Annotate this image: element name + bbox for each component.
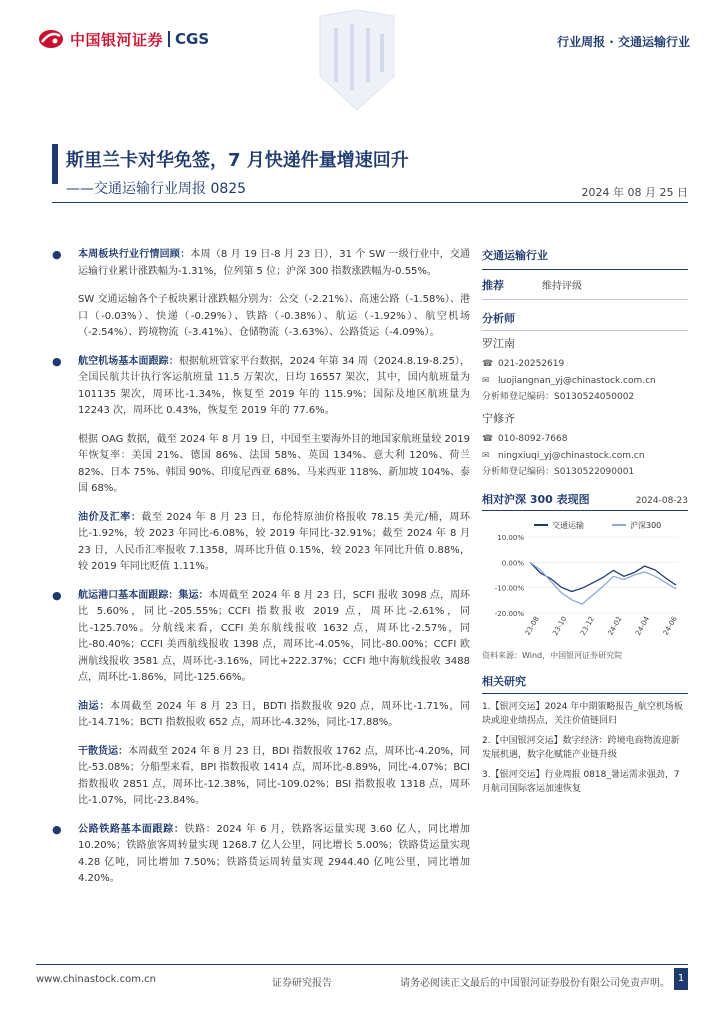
subsector-paragraph	[50, 292, 470, 342]
x-tick-label: 24-06	[661, 615, 679, 637]
report-body	[50, 247, 470, 900]
paragraph-text: 本周截至 2024 年 8 月 23 日，BDI 指数报收 1762 点，周环比-4.20%，同比-53.08%；分船型来看，BPI 指数报收 1414 点，周环比-8.89%，同比-4.07%；BCI 指数报收 2851 点，周环比-12.38%，同比-109.02%；BSI 指数报收 1318 点，周环比-1.07%，同比-23.84%。	[78, 745, 470, 806]
brand-logo	[38, 28, 209, 50]
shipping-paragraph	[50, 588, 470, 687]
analyst-card	[482, 335, 688, 406]
x-tick-label: 23-12	[578, 615, 597, 637]
phone-text: 021-20252619	[498, 358, 565, 369]
logo-cgs: CGS	[175, 30, 210, 48]
industry-label: 交通运输行业	[482, 247, 688, 270]
cgs-watermark-icon	[312, 6, 402, 116]
x-tick-label: 23-08	[523, 615, 541, 637]
tanker-paragraph	[50, 699, 470, 732]
rating-label: 推荐	[482, 278, 504, 292]
footer-url[interactable]: www.chinastock.com.cn	[36, 974, 156, 985]
paragraph-sublead: 集运：	[178, 589, 209, 601]
phone-icon: ☎	[482, 433, 494, 444]
logo-divider	[168, 31, 170, 47]
phone-icon: ☎	[482, 358, 494, 369]
analyst-reg: 分析师登记编码：S0130524050002	[482, 392, 635, 402]
bullet-icon: ●	[52, 354, 62, 368]
sidebar	[482, 247, 688, 796]
rating-value: 维持评级	[542, 281, 582, 292]
paragraph-text: 根据航班管家平台数据，2024 年第 34 周（2024.8.19-8.25），全国民航共计执行客运航班量 11.5 万架次，日均 16557 架次，其中，国内航班量为 101135 架次，周环比-1.34%，恢复至 2019 年的 115.9%；国际及地区航班量为 12243 次，周环比 0.43%，恢复至 2019 年的 77.6%。	[78, 355, 470, 416]
phone-text: 010-8092-7668	[498, 433, 568, 444]
analyst-email[interactable]	[482, 447, 688, 464]
bullet-icon: ●	[52, 822, 62, 836]
paragraph-lead: 航运港口基本面跟踪：	[78, 589, 179, 601]
email-text[interactable]: ningxiuqi_yj@chinastock.com.cn	[498, 450, 645, 461]
bullet-icon: ●	[52, 588, 62, 602]
rail-road-paragraph	[50, 822, 470, 888]
research-heading: 相关研究	[482, 673, 688, 694]
paragraph-text: 截至 2024 年 8 月 23 日，布伦特原油价格报收 78.15 美元/桶，周环比-1.92%，较 2023 年同比-6.08%，较 2019 年同比-32.91%；截至 2024 年 8 月 23 日，人民币汇率报收 7.1358，周环比升值 0.15%，较 2023 年同比升值 0.88%，较 2019 年同比贬值 1.11%。	[78, 511, 470, 572]
oil-fx-paragraph	[50, 510, 470, 576]
y-tick-label: 0.00%	[501, 559, 524, 568]
logo-text: 中国银河证券	[70, 30, 164, 49]
aviation-paragraph	[50, 354, 470, 420]
paragraph-lead: 本周板块行业行情回顾：	[78, 249, 191, 260]
x-tick-label: 24-04	[634, 615, 652, 637]
paragraph-text: 本周截至 2024 年 8 月 23 日，SCFI 报收 3098 点，周环比 5.60%，同比-205.55%；CCFI 指数报收 2019 点，周环比-2.61%，同比-125.70%。分航线来看，CCFI 美东航线报收 1632 点，周环比-2.57%，同比-80.40%；CCFI 美西航线报收 1398 点，周环比-4.05%，同比-80.00%；CCFI 欧洲航线报收 3581 点，周环比-3.16%，同比+222.37%；CCFI 地中海航线报收 3488 点，周环比-1.86%，同比-125.66%。	[78, 589, 471, 683]
doc-type-label: 行业周报 · 交通运输行业	[557, 35, 690, 49]
footer-divider	[36, 964, 688, 965]
paragraph-lead: 油运：	[78, 700, 111, 712]
oag-paragraph	[50, 432, 470, 498]
chart-header	[482, 491, 688, 511]
paragraph-text: 铁路：2024 年 6 月，铁路客运量实现 3.60 亿人，同比增加 10.20%；铁路旅客周转量实现 1268.7 亿人公里，同比增长 5.00%；铁路货运量实现 4.28 亿吨，同比增加 7.50%；铁路货运周转量实现 2944.40 亿吨公里，同比增加 4.20%。	[78, 823, 470, 884]
y-tick-label: -20.00%	[494, 610, 524, 618]
chart-date: 2024-08-23	[635, 496, 688, 506]
paragraph-text: SW 交通运输各个子板块累计涨跌幅分别为：公交（-2.21%）、高速公路（-1.58%）、港口（-0.03%）、快递（-0.29%）、铁路（-0.38%）、航运（-1.92%）、航空机场（-2.54%）、跨境物流（-3.41%）、仓储物流（-3.63%）、公路货运（-4.09%）。	[78, 294, 470, 338]
chart-title: 相对沪深 300 表现图	[482, 493, 590, 506]
mail-icon: ✉	[482, 450, 490, 461]
paragraph-text: 根据 OAG 数据，截至 2024 年 8 月 19 日，中国至主要海外目的地国家航班量较 2019 年恢复率：美国 21%、德国 86%、法国 58%、英国 134%、意大利 120%、荷兰 82%、日本 75%、韩国 90%、印度尼西亚 68%、马来西亚 118%、新加坡 104%、泰国 68%。	[78, 433, 470, 494]
drybulk-paragraph	[50, 744, 470, 810]
footer-disclaimer: 请务必阅读正文最后的中国银河证券股份有限公司免责声明。	[400, 978, 670, 989]
legend-label: 沪深300	[630, 521, 662, 530]
performance-chart	[482, 515, 688, 645]
paragraph-lead: 航空机场基本面跟踪：	[78, 355, 179, 367]
mail-icon: ✉	[482, 375, 490, 386]
chart-source: 资料来源：Wind，中国银河证券研究院	[482, 651, 623, 660]
analyst-name: 宁修齐	[482, 412, 515, 425]
research-item[interactable]: 3.【银河交运】行业周报 0818_暑运需求强劲，7 月航司国际客运加速恢复	[482, 770, 680, 794]
analyst-card	[482, 410, 688, 481]
report-title: 斯里兰卡对华免签，7 月快递件量增速回升	[66, 150, 409, 171]
rating-row	[482, 270, 688, 300]
galaxy-logo-icon	[38, 28, 64, 50]
legend-label: 交通运输	[552, 521, 584, 530]
report-subtitle: ——交通运输行业周报 0825	[66, 181, 247, 197]
analyst-email[interactable]	[482, 372, 688, 389]
bullet-icon: ●	[52, 248, 62, 261]
analyst-name: 罗江南	[482, 337, 515, 350]
y-tick-label: 10.00%	[497, 534, 524, 542]
x-tick-label: 24-02	[606, 615, 624, 637]
title-accent-bar	[52, 144, 58, 184]
footer-doc-type: 证券研究报告	[272, 978, 332, 989]
email-text[interactable]: luojiangnan_yj@chinastock.com.cn	[498, 375, 656, 386]
series-line	[530, 562, 676, 604]
summary-paragraph	[50, 247, 470, 280]
y-tick-label: -10.00%	[494, 584, 524, 593]
page-number: 1	[674, 968, 688, 990]
analyst-reg: 分析师登记编码：S0130522090001	[482, 467, 635, 477]
paragraph-lead: 油价及汇率：	[78, 511, 142, 523]
research-item[interactable]: 1.【银河交运】2024 年中期策略报告_航空机场板块或迎业绩拐点，关注价值链回归	[482, 702, 683, 726]
page-header	[0, 0, 724, 80]
analyst-heading: 分析师	[482, 310, 688, 331]
x-tick-label: 23-10	[551, 615, 569, 637]
report-date: 2024 年 08 月 25 日	[581, 186, 688, 199]
paragraph-lead: 干散货运：	[78, 745, 129, 757]
title-divider	[52, 202, 688, 203]
paragraph-lead: 公路铁路基本面跟踪：	[78, 823, 185, 835]
analyst-phone	[482, 355, 688, 372]
paragraph-text: 本周截至 2024 年 8 月 23 日，BDTI 指数报收 920 点，周环比-1.71%，同比-14.71%；BCTI 指数报收 652 点，周环比-4.32%，同比-17.88%。	[78, 700, 470, 728]
analyst-phone	[482, 430, 688, 447]
paragraph-text: 本周（8 月 19 日-8 月 23 日），31 个 SW 一级行业中，交通运输行业累计涨跌幅为-1.31%，位列第 5 位；沪深 300 指数涨跌幅为-0.55%。	[78, 249, 471, 277]
research-item[interactable]: 2.【中国银河交运】数字经济：跨境电商物流迎新发展机遇，数字化赋能产业链升级	[482, 736, 680, 760]
